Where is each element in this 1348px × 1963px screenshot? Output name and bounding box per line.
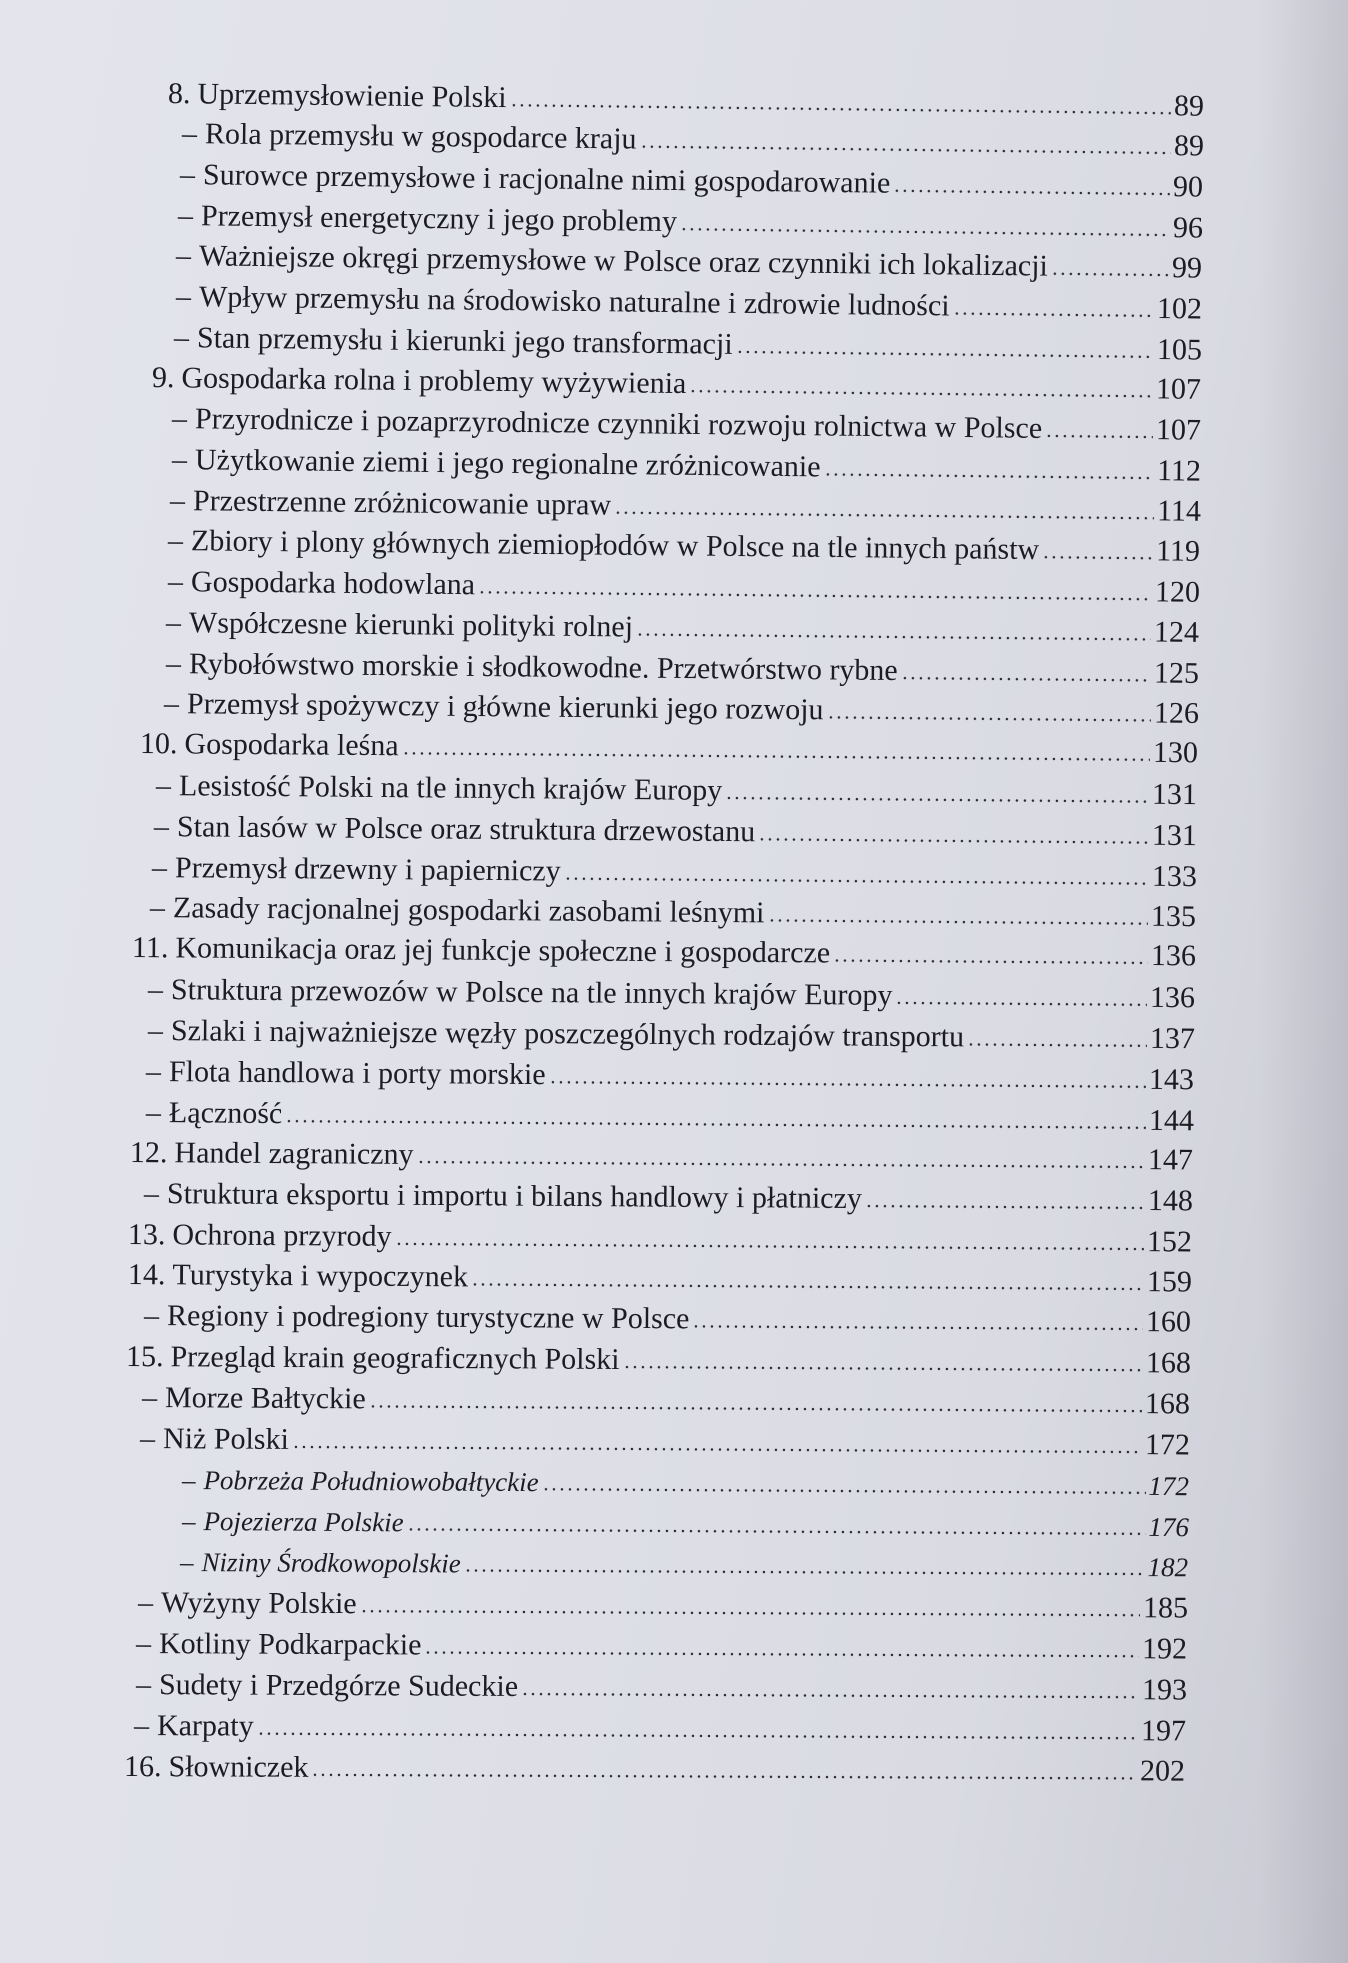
- toc-entry: [144, 1174, 1193, 1221]
- toc-page-number: 143: [1148, 1062, 1195, 1097]
- dot-leader: [893, 187, 1170, 198]
- toc-entry-title: Surowce przemysłowe i racjonalne nimi gospodarowanie: [202, 158, 891, 200]
- toc-entry-title: Sudety i Przedgórze Sudeckie: [158, 1668, 519, 1704]
- toc-entry: [140, 724, 1198, 773]
- toc-entry-title: Współczesne kierunki polityki rolnej: [188, 606, 634, 644]
- toc-dash: –: [143, 1177, 160, 1211]
- dot-leader: [952, 309, 1153, 319]
- dot-leader: [285, 1117, 1146, 1132]
- dot-leader: [622, 1363, 1143, 1374]
- toc-page-number: 160: [1145, 1305, 1192, 1339]
- toc-dash: –: [135, 1627, 152, 1661]
- toc-dash: –: [173, 321, 190, 355]
- dot-leader: [1051, 270, 1169, 279]
- toc-entry-title: Rola przemysłu w gospodarce kraju: [204, 117, 637, 156]
- dot-leader: [895, 999, 1147, 1009]
- dot-leader: [901, 674, 1151, 684]
- toc-page-number: 136: [1150, 939, 1197, 973]
- toc-dash: –: [141, 1381, 158, 1415]
- toc-entry-title: Przegląd krain geograficznych Polski: [170, 1340, 620, 1377]
- dot-leader: [549, 1078, 1146, 1091]
- toc-page-number: 135: [1150, 899, 1197, 934]
- toc-entry: [142, 1378, 1190, 1424]
- toc-entry-title: Niziny Środkowopolskie: [201, 1547, 461, 1579]
- toc-page-number: 148: [1147, 1184, 1194, 1218]
- toc-dash: –: [165, 647, 182, 681]
- dot-leader: [736, 348, 1154, 361]
- toc-entry-title: Regiony i podregiony turystyczne w Polsce: [166, 1299, 690, 1336]
- toc-page-number: 90: [1172, 170, 1204, 204]
- dot-leader: [689, 387, 1153, 400]
- toc-entry-title: Wyżyny Polskie: [160, 1586, 357, 1621]
- toc-entry-title: Gospodarka leśna: [184, 727, 399, 763]
- toc-entry-title: Handel zagraniczny: [174, 1136, 414, 1171]
- toc-page-number: 120: [1154, 575, 1201, 609]
- toc-entry-title: Turystyka i wypoczynek: [172, 1258, 469, 1294]
- toc-entry: [144, 1296, 1191, 1342]
- toc-dash: –: [181, 117, 198, 151]
- toc-entry: [130, 1133, 1193, 1180]
- toc-entry-title: Gospodarka hodowlana: [190, 565, 476, 602]
- toc-page-number: 112: [1156, 454, 1202, 488]
- toc-chapter-number: 14.: [127, 1258, 166, 1292]
- dot-leader: [826, 713, 1151, 724]
- toc-page-number: 126: [1153, 696, 1200, 730]
- toc-page-number: 137: [1149, 1021, 1196, 1056]
- toc-dash: –: [163, 687, 180, 721]
- dot-leader: [833, 957, 1148, 967]
- toc-entry-title: Przemysł spożywczy i główne kierunki jego rozwoju: [186, 687, 824, 727]
- toc-dash: –: [147, 973, 164, 1007]
- toc-entry-title: Przestrzenne zróżnicowanie upraw: [192, 484, 612, 522]
- toc-page-number: 172: [1144, 1428, 1191, 1462]
- toc-entry-title: Przemysł energetyczny i jego problemy: [200, 199, 678, 239]
- toc-dash: –: [137, 1586, 154, 1620]
- toc-entry: [146, 1052, 1194, 1100]
- dot-leader: [369, 1402, 1142, 1415]
- toc-entry-title: Karpaty: [156, 1709, 254, 1743]
- toc-page-number: 147: [1147, 1143, 1194, 1177]
- dot-leader: [521, 1690, 1139, 1701]
- dot-leader: [292, 1443, 1142, 1456]
- toc-dash: –: [175, 239, 192, 273]
- dot-leader: [758, 835, 1149, 846]
- toc-entry: [124, 1747, 1185, 1792]
- toc-dash: –: [181, 1465, 196, 1496]
- toc-entry-title: Wpływ przemysłu na środowisko naturalne i zdrowie ludności: [198, 280, 950, 323]
- toc-entry-title: Morze Bałtyckie: [164, 1381, 366, 1416]
- toc-page-number: 107: [1155, 372, 1202, 406]
- dot-leader: [478, 588, 1152, 603]
- toc-page-number: 159: [1146, 1265, 1193, 1299]
- toc-page-number: 96: [1172, 211, 1204, 245]
- toc-dash: –: [171, 443, 188, 477]
- toc-entry-title: Zasady racjonalnej gospodarki zasobami leśnymi: [172, 891, 765, 930]
- toc-dash: –: [179, 158, 196, 192]
- toc-chapter-number: 9.: [151, 361, 175, 395]
- toc-dash: –: [151, 851, 168, 885]
- dot-leader: [509, 101, 1170, 117]
- toc-entry-title: Pojezierza Polskie: [203, 1506, 404, 1538]
- toc-page-number: 193: [1141, 1673, 1188, 1707]
- toc-page-number: 99: [1171, 251, 1203, 285]
- toc-entry-title: Komunikacja oraz jej funkcje społeczne i gospodarcze: [175, 931, 831, 970]
- toc-page-number: 105: [1156, 333, 1203, 367]
- toc-entry: [128, 1255, 1192, 1302]
- toc-entry-title: Przemysł drzewny i papierniczy: [174, 851, 561, 888]
- toc-entry: [140, 1419, 1190, 1465]
- toc-dash: –: [147, 1014, 164, 1048]
- dot-leader: [967, 1040, 1147, 1049]
- toc-dash: –: [149, 891, 166, 925]
- dot-leader: [1042, 553, 1153, 562]
- toc-entry-title: Stan przemysłu i kierunki jego transformacji: [196, 321, 733, 361]
- toc-dash: –: [133, 1709, 150, 1743]
- dot-leader: [311, 1771, 1137, 1783]
- dot-leader: [1045, 432, 1153, 441]
- toc-page-number: 182: [1147, 1552, 1189, 1583]
- toc-entry-title: Struktura eksportu i importu i bilans handlowy i płatniczy: [166, 1177, 863, 1216]
- toc-dash: –: [169, 484, 186, 518]
- toc-chapter-number: 11.: [131, 931, 169, 965]
- dot-leader: [395, 1240, 1144, 1253]
- toc-entry: [182, 1460, 1189, 1506]
- toc-entry-title: Pobrzeża Południowobałtyckie: [203, 1465, 539, 1498]
- toc-entry-title: Gospodarka rolna i problemy wyżywienia: [181, 361, 687, 401]
- dot-leader: [725, 794, 1149, 806]
- toc-page-number: 89: [1173, 129, 1205, 163]
- toc-page-number: 168: [1145, 1346, 1192, 1380]
- toc-page-number: 192: [1141, 1632, 1188, 1666]
- toc-page-number: 168: [1144, 1387, 1191, 1421]
- toc-page-number: 197: [1140, 1714, 1187, 1748]
- toc-entry: [134, 1706, 1186, 1752]
- dot-leader: [823, 470, 1154, 482]
- toc-dash: –: [167, 524, 184, 558]
- toc-page-number: 125: [1153, 656, 1200, 690]
- toc-dash: –: [175, 280, 192, 314]
- dot-leader: [767, 916, 1148, 927]
- toc-entry: [180, 1542, 1188, 1587]
- toc-dash: –: [181, 1506, 196, 1537]
- toc-entry: [126, 1337, 1191, 1384]
- toc-dash: –: [139, 1422, 156, 1456]
- dot-leader: [639, 143, 1171, 157]
- toc-dash: –: [155, 769, 172, 803]
- toc-page-number: 130: [1152, 735, 1199, 770]
- toc-entry-title: Ochrona przyrody: [172, 1218, 392, 1253]
- dot-leader: [402, 749, 1150, 764]
- toc-page-number: 131: [1151, 818, 1198, 853]
- toc-entry: [136, 1624, 1187, 1670]
- dot-leader: [416, 1158, 1144, 1171]
- toc-chapter-number: 8.: [167, 77, 191, 111]
- toc-entry-title: Szlaki i najważniejsze węzły poszczególnych rodzajów transportu: [170, 1014, 965, 1054]
- toc-entry: [182, 1501, 1189, 1547]
- dot-leader: [564, 875, 1149, 888]
- toc-entry: [132, 928, 1196, 976]
- toc-entry-title: Kotliny Podkarpackie: [158, 1627, 422, 1662]
- dot-leader: [471, 1280, 1144, 1293]
- toc-page-number: 144: [1148, 1103, 1195, 1138]
- toc-entry: [148, 1011, 1195, 1059]
- toc-chapter-number: 10.: [139, 727, 178, 761]
- toc-entry-title: Rybołówstwo morskie i słodkowodne. Przetwórstwo rybne: [188, 647, 898, 688]
- toc-page-number: 176: [1148, 1511, 1190, 1543]
- toc-entry-title: Słowniczek: [168, 1750, 309, 1784]
- toc-page-number: 152: [1146, 1225, 1193, 1259]
- toc-entry-title: Uprzemysłowienie Polski: [197, 77, 507, 115]
- toc-dash: –: [179, 1547, 194, 1578]
- toc-dash: –: [145, 1055, 162, 1089]
- toc-dash: –: [177, 199, 194, 233]
- toc-entry: [136, 1665, 1187, 1711]
- toc-page-number: 114: [1156, 494, 1202, 528]
- toc-chapter-number: 12.: [129, 1136, 168, 1170]
- toc-chapter-number: 13.: [127, 1218, 166, 1252]
- toc-page-number: 131: [1151, 777, 1198, 812]
- dot-leader: [424, 1649, 1139, 1661]
- toc-entry-title: Łączność: [168, 1096, 283, 1131]
- toc-dash: –: [145, 1096, 162, 1130]
- dot-leader: [865, 1202, 1145, 1212]
- toc-entry-title: Ważniejsze okręgi przemysłowe w Polsce oraz czynniki ich lokalizacji: [198, 239, 1049, 283]
- dot-leader: [680, 225, 1170, 239]
- dot-leader: [614, 509, 1154, 523]
- toc-entry-title: Niż Polski: [162, 1422, 289, 1456]
- toc-entry-title: Struktura przewozów w Polsce na tle innych krajów Europy: [170, 973, 893, 1012]
- dot-leader: [636, 631, 1151, 644]
- toc-entry-title: Stan lasów w Polsce oraz struktura drzewostanu: [176, 810, 756, 849]
- toc-page-number: 185: [1142, 1591, 1189, 1625]
- dot-leader: [464, 1566, 1145, 1578]
- dot-leader: [360, 1607, 1140, 1619]
- dot-leader: [257, 1730, 1138, 1743]
- toc-entry-title: Przyrodnicze i pozaprzyrodnicze czynniki rozwoju rolnictwa w Polsce: [194, 402, 1043, 445]
- toc-entry-title: Lesistość Polski na tle innych krajów Europy: [178, 769, 723, 807]
- toc-entry-title: Zbiory i plony głównych ziemiopłodów w Polsce na tle innych państw: [190, 524, 1040, 567]
- dot-leader: [692, 1322, 1143, 1333]
- dot-leader: [542, 1485, 1146, 1497]
- toc-page-number: 89: [1173, 89, 1205, 123]
- toc-entry-title: Użytkowanie ziemi i jego regionalne zróżnicowanie: [194, 443, 821, 484]
- toc-dash: –: [153, 810, 170, 844]
- toc-dash: –: [171, 402, 188, 436]
- toc-entry-title: Flota handlowa i porty morskie: [168, 1055, 546, 1092]
- toc-dash: –: [135, 1668, 152, 1702]
- toc-page-number: 107: [1155, 413, 1202, 447]
- toc-dash: –: [167, 565, 184, 599]
- toc-entry: [148, 970, 1195, 1018]
- toc-chapter-number: 16.: [123, 1750, 162, 1784]
- toc-page-number: 102: [1156, 291, 1203, 326]
- toc-dash: –: [165, 606, 182, 640]
- toc-entry: [138, 1583, 1188, 1628]
- toc-page-number: 119: [1155, 534, 1201, 568]
- toc-page-number: 202: [1139, 1754, 1186, 1788]
- toc-chapter-number: 15.: [125, 1340, 164, 1374]
- toc-page-number: 133: [1151, 859, 1198, 894]
- toc-dash: –: [143, 1299, 160, 1333]
- dot-leader: [407, 1525, 1146, 1538]
- toc-page-number: 136: [1149, 980, 1196, 1015]
- toc-page-number: 172: [1148, 1470, 1190, 1502]
- toc-page-number: 124: [1153, 615, 1200, 649]
